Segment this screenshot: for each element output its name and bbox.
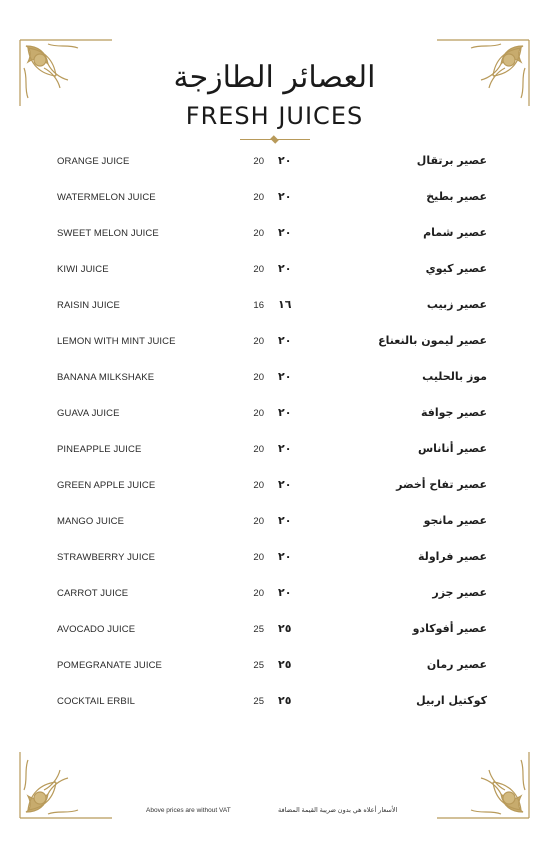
item-name-ar: موز بالحليب bbox=[422, 370, 487, 383]
item-price-ar: ١٦ bbox=[278, 298, 292, 311]
item-name-en: SWEET MELON JUICE bbox=[57, 228, 159, 239]
item-name-en: GUAVA JUICE bbox=[57, 408, 120, 419]
item-price: 25 bbox=[253, 624, 264, 635]
item-name-en: CARROT JUICE bbox=[57, 588, 129, 599]
menu-item-row bbox=[0, 402, 549, 426]
page-title: FRESH JUICES bbox=[185, 102, 364, 130]
item-price-ar: ٢٠ bbox=[278, 478, 292, 491]
item-price-ar: ٢٠ bbox=[278, 190, 292, 203]
item-name-ar: عصير شمام bbox=[423, 226, 487, 239]
item-name-en: LEMON WITH MINT JUICE bbox=[57, 336, 176, 347]
menu-item-row bbox=[0, 690, 549, 714]
item-name-en: PINEAPPLE JUICE bbox=[57, 444, 142, 455]
item-name-en: RAISIN JUICE bbox=[57, 300, 120, 311]
item-name-en: AVOCADO JUICE bbox=[57, 624, 136, 635]
item-price: 20 bbox=[253, 156, 264, 167]
item-name-ar: عصير جزر bbox=[432, 586, 487, 599]
menu-item-row bbox=[0, 366, 549, 390]
menu-item-row bbox=[0, 330, 549, 354]
corner-ornament-bottom-right bbox=[435, 750, 531, 820]
item-price-ar: ٢٠ bbox=[278, 226, 292, 239]
item-price-ar: ٢٠ bbox=[278, 514, 292, 527]
item-name-ar: كوكتيل اربيل bbox=[416, 694, 487, 707]
menu-item-row bbox=[0, 294, 549, 318]
item-price: 25 bbox=[253, 696, 264, 707]
menu-item-row bbox=[0, 654, 549, 678]
item-price-ar: ٢٥ bbox=[278, 694, 292, 707]
item-price: 20 bbox=[253, 588, 264, 599]
menu-item-row bbox=[0, 474, 549, 498]
menu-item-row bbox=[0, 222, 549, 246]
item-name-ar: عصير ليمون بالنعناع bbox=[378, 334, 487, 347]
item-name-ar: عصير كيوي bbox=[425, 262, 487, 275]
item-price: 20 bbox=[253, 408, 264, 419]
item-price-ar: ٢٠ bbox=[278, 154, 292, 167]
item-name-en: COCKTAIL ERBIL bbox=[57, 696, 135, 707]
item-price: 20 bbox=[253, 228, 264, 239]
item-price: 20 bbox=[253, 444, 264, 455]
item-price-ar: ٢٠ bbox=[278, 334, 292, 347]
menu-item-row bbox=[0, 186, 549, 210]
menu-item-row bbox=[0, 438, 549, 462]
item-name-ar: عصير بطيخ bbox=[426, 190, 487, 203]
item-name-en: KIWI JUICE bbox=[57, 264, 109, 275]
item-name-ar: عصير زبيب bbox=[426, 298, 487, 311]
item-price-ar: ٢٠ bbox=[278, 406, 292, 419]
item-name-ar: عصير مانجو bbox=[423, 514, 487, 527]
item-price-ar: ٢٠ bbox=[278, 262, 292, 275]
menu-item-row bbox=[0, 510, 549, 534]
item-price: 20 bbox=[253, 372, 264, 383]
item-price-ar: ٢٠ bbox=[278, 586, 292, 599]
menu-item-row bbox=[0, 258, 549, 282]
menu-item-row bbox=[0, 582, 549, 606]
item-price: 20 bbox=[253, 552, 264, 563]
item-name-ar: عصير جوافة bbox=[421, 406, 487, 419]
item-price-ar: ٢٠ bbox=[278, 370, 292, 383]
page-title-arabic: العصائر الطازجة bbox=[173, 60, 376, 95]
item-price-ar: ٢٠ bbox=[278, 442, 292, 455]
item-price: 16 bbox=[253, 300, 264, 311]
item-price-ar: ٢٠ bbox=[278, 550, 292, 563]
title-divider bbox=[240, 138, 310, 142]
item-name-en: STRAWBERRY JUICE bbox=[57, 552, 156, 563]
item-name-ar: عصير تفاح أخضر bbox=[396, 478, 487, 491]
vat-note: Above prices are without VAT bbox=[146, 807, 231, 814]
item-name-en: MANGO JUICE bbox=[57, 516, 125, 527]
item-price: 20 bbox=[253, 264, 264, 275]
menu-item-row bbox=[0, 618, 549, 642]
item-price: 20 bbox=[253, 192, 264, 203]
item-name-en: WATERMELON JUICE bbox=[57, 192, 156, 203]
item-price: 20 bbox=[253, 480, 264, 491]
item-name-en: ORANGE JUICE bbox=[57, 156, 130, 167]
item-price: 25 bbox=[253, 660, 264, 671]
item-name-ar: عصير أناناس bbox=[418, 442, 487, 455]
item-name-ar: عصير أفوكادو bbox=[412, 622, 487, 635]
menu-item-row bbox=[0, 546, 549, 570]
item-price: 20 bbox=[253, 336, 264, 347]
item-price-ar: ٢٥ bbox=[278, 622, 292, 635]
item-name-ar: عصير رمان bbox=[426, 658, 487, 671]
item-name-en: BANANA MILKSHAKE bbox=[57, 372, 155, 383]
item-price-ar: ٢٥ bbox=[278, 658, 292, 671]
item-name-ar: عصير برتقال bbox=[416, 154, 487, 167]
item-name-en: POMEGRANATE JUICE bbox=[57, 660, 162, 671]
item-name-ar: عصير فراولة bbox=[418, 550, 487, 563]
corner-ornament-bottom-left bbox=[18, 750, 114, 820]
item-name-en: GREEN APPLE JUICE bbox=[57, 480, 156, 491]
item-price: 20 bbox=[253, 516, 264, 527]
vat-note-arabic: الأسعار أعلاه هي بدون ضريبة القيمة المضافة bbox=[278, 807, 398, 814]
menu-item-row bbox=[0, 150, 549, 174]
